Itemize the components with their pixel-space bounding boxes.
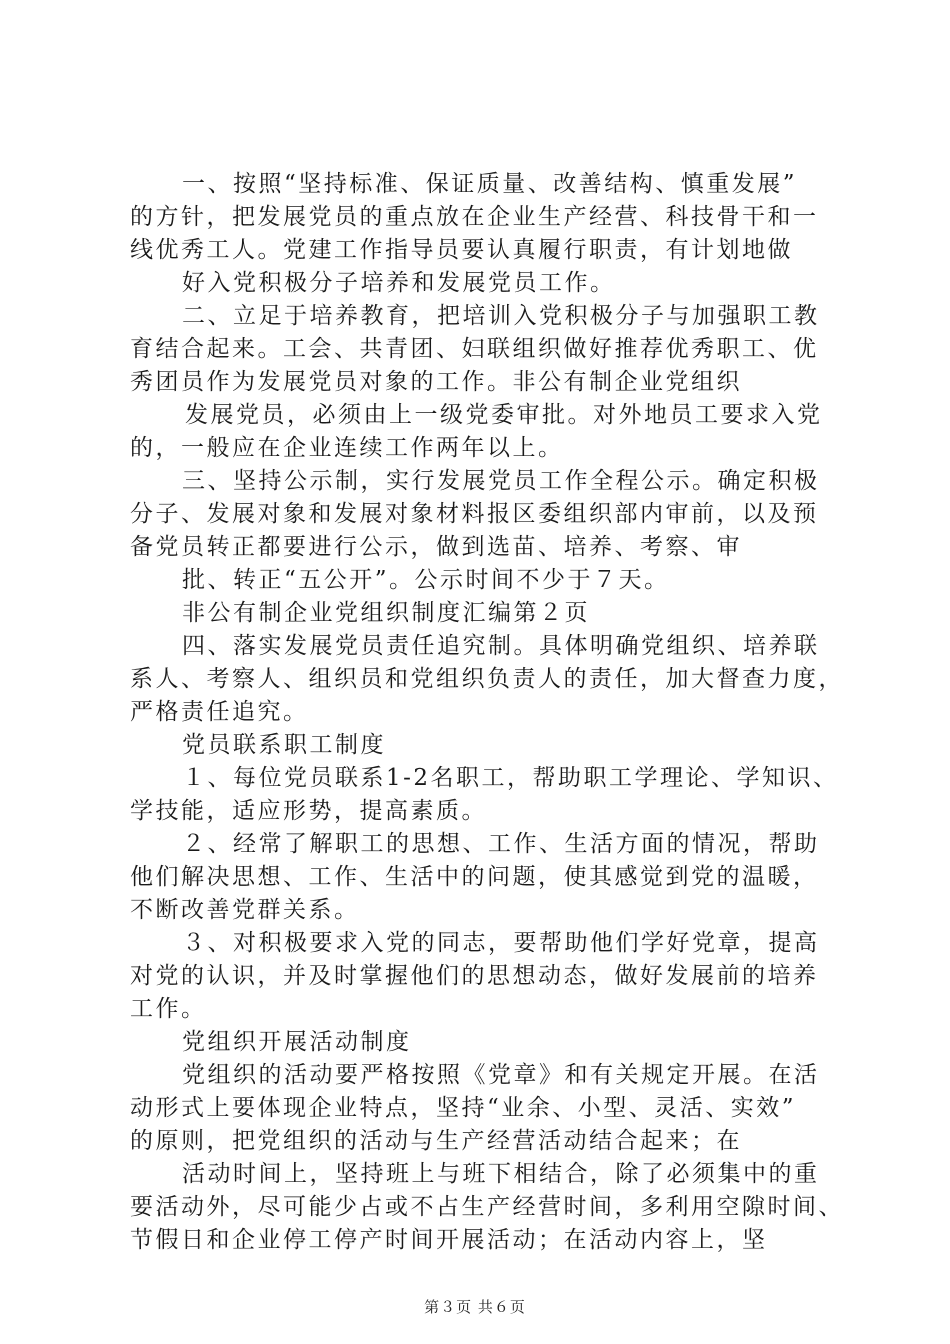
text-line: 好入党积极分子培养和发展党员工作。: [182, 270, 616, 296]
text-line: 严格责任追究。: [130, 699, 309, 725]
text-line: ２、经常了解职工的思想、工作、生活方面的情况，帮助: [182, 831, 820, 857]
text-line: 学技能，适应形势，提高素质。: [130, 798, 487, 824]
text-line: 三、坚持公示制，实行发展党员工作全程公示。确定积极: [182, 468, 820, 494]
text-line: 四、落实发展党员责任追究制。具体明确党组织、培养联: [182, 633, 820, 659]
text-line: 的，一般应在企业连续工作两年以上。: [130, 435, 564, 461]
text-line: 育结合起来。工会、共青团、妇联组织做好推荐优秀职工、优: [130, 336, 819, 362]
text-line: 系人、考察人、组织员和党组织负责人的责任，加大督查力度，: [130, 666, 844, 692]
text-line: 动形式上要体现企业特点，坚持“业余、小型、灵活、实效”: [130, 1095, 797, 1121]
text-line: 非公有制企业党组织制度汇编第２页: [182, 600, 590, 626]
text-line: 秀团员作为发展党员对象的工作。非公有制企业党组织: [130, 369, 742, 395]
text-line: 线优秀工人。党建工作指导员要认真履行职责，有计划地做: [130, 237, 793, 263]
text-line: 备党员转正都要进行公示，做到选苗、培养、考察、审: [130, 534, 742, 560]
text-line: 发展党员，必须由上一级党委审批。对外地员工要求入党: [185, 402, 823, 428]
text-line: 活动时间上，坚持班上与班下相结合，除了必须集中的重: [182, 1161, 820, 1187]
text-line: 不断改善党群关系。: [130, 897, 360, 923]
text-line: １、每位党员联系1-2名职工，帮助职工学理论、学知识、: [182, 765, 839, 791]
text-line: 党组织的活动要严格按照《党章》和有关规定开展。在活: [182, 1062, 820, 1088]
text-line: 节假日和企业停工停产时间开展活动；在活动内容上，坚: [130, 1227, 768, 1253]
page-number: 第３页 共６页: [424, 1298, 526, 1316]
text-line: 的原则，把党组织的活动与生产经营活动结合起来；在: [130, 1128, 742, 1154]
text-line: 工作。: [130, 996, 207, 1022]
document-body: [130, 168, 844, 1257]
section-heading: 党组织开展活动制度: [182, 1029, 412, 1055]
text-line: 分子、发展对象和发展对象材料报区委组织部内审前，以及预: [130, 501, 819, 527]
text-line: 要活动外，尽可能少占或不占生产经营时间，多利用空隙时间、: [130, 1194, 844, 1220]
text-line: 的方针，把发展党员的重点放在企业生产经营、科技骨干和一: [130, 204, 819, 230]
text-line: 批、转正“五公开”。公示时间不少于７天。: [182, 567, 670, 593]
text-line: ３、对积极要求入党的同志，要帮助他们学好党章，提高: [182, 930, 820, 956]
text-line: 他们解决思想、工作、生活中的问题，使其感觉到党的温暖，: [130, 864, 819, 890]
text-line: 二、立足于培养教育，把培训入党积极分子与加强职工教: [182, 303, 820, 329]
text-line: 对党的认识，并及时掌握他们的思想动态，做好发展前的培养: [130, 963, 819, 989]
text-line: 一、按照“坚持标准、保证质量、改善结构、慎重发展”: [182, 171, 798, 197]
section-heading: 党员联系职工制度: [182, 732, 386, 758]
